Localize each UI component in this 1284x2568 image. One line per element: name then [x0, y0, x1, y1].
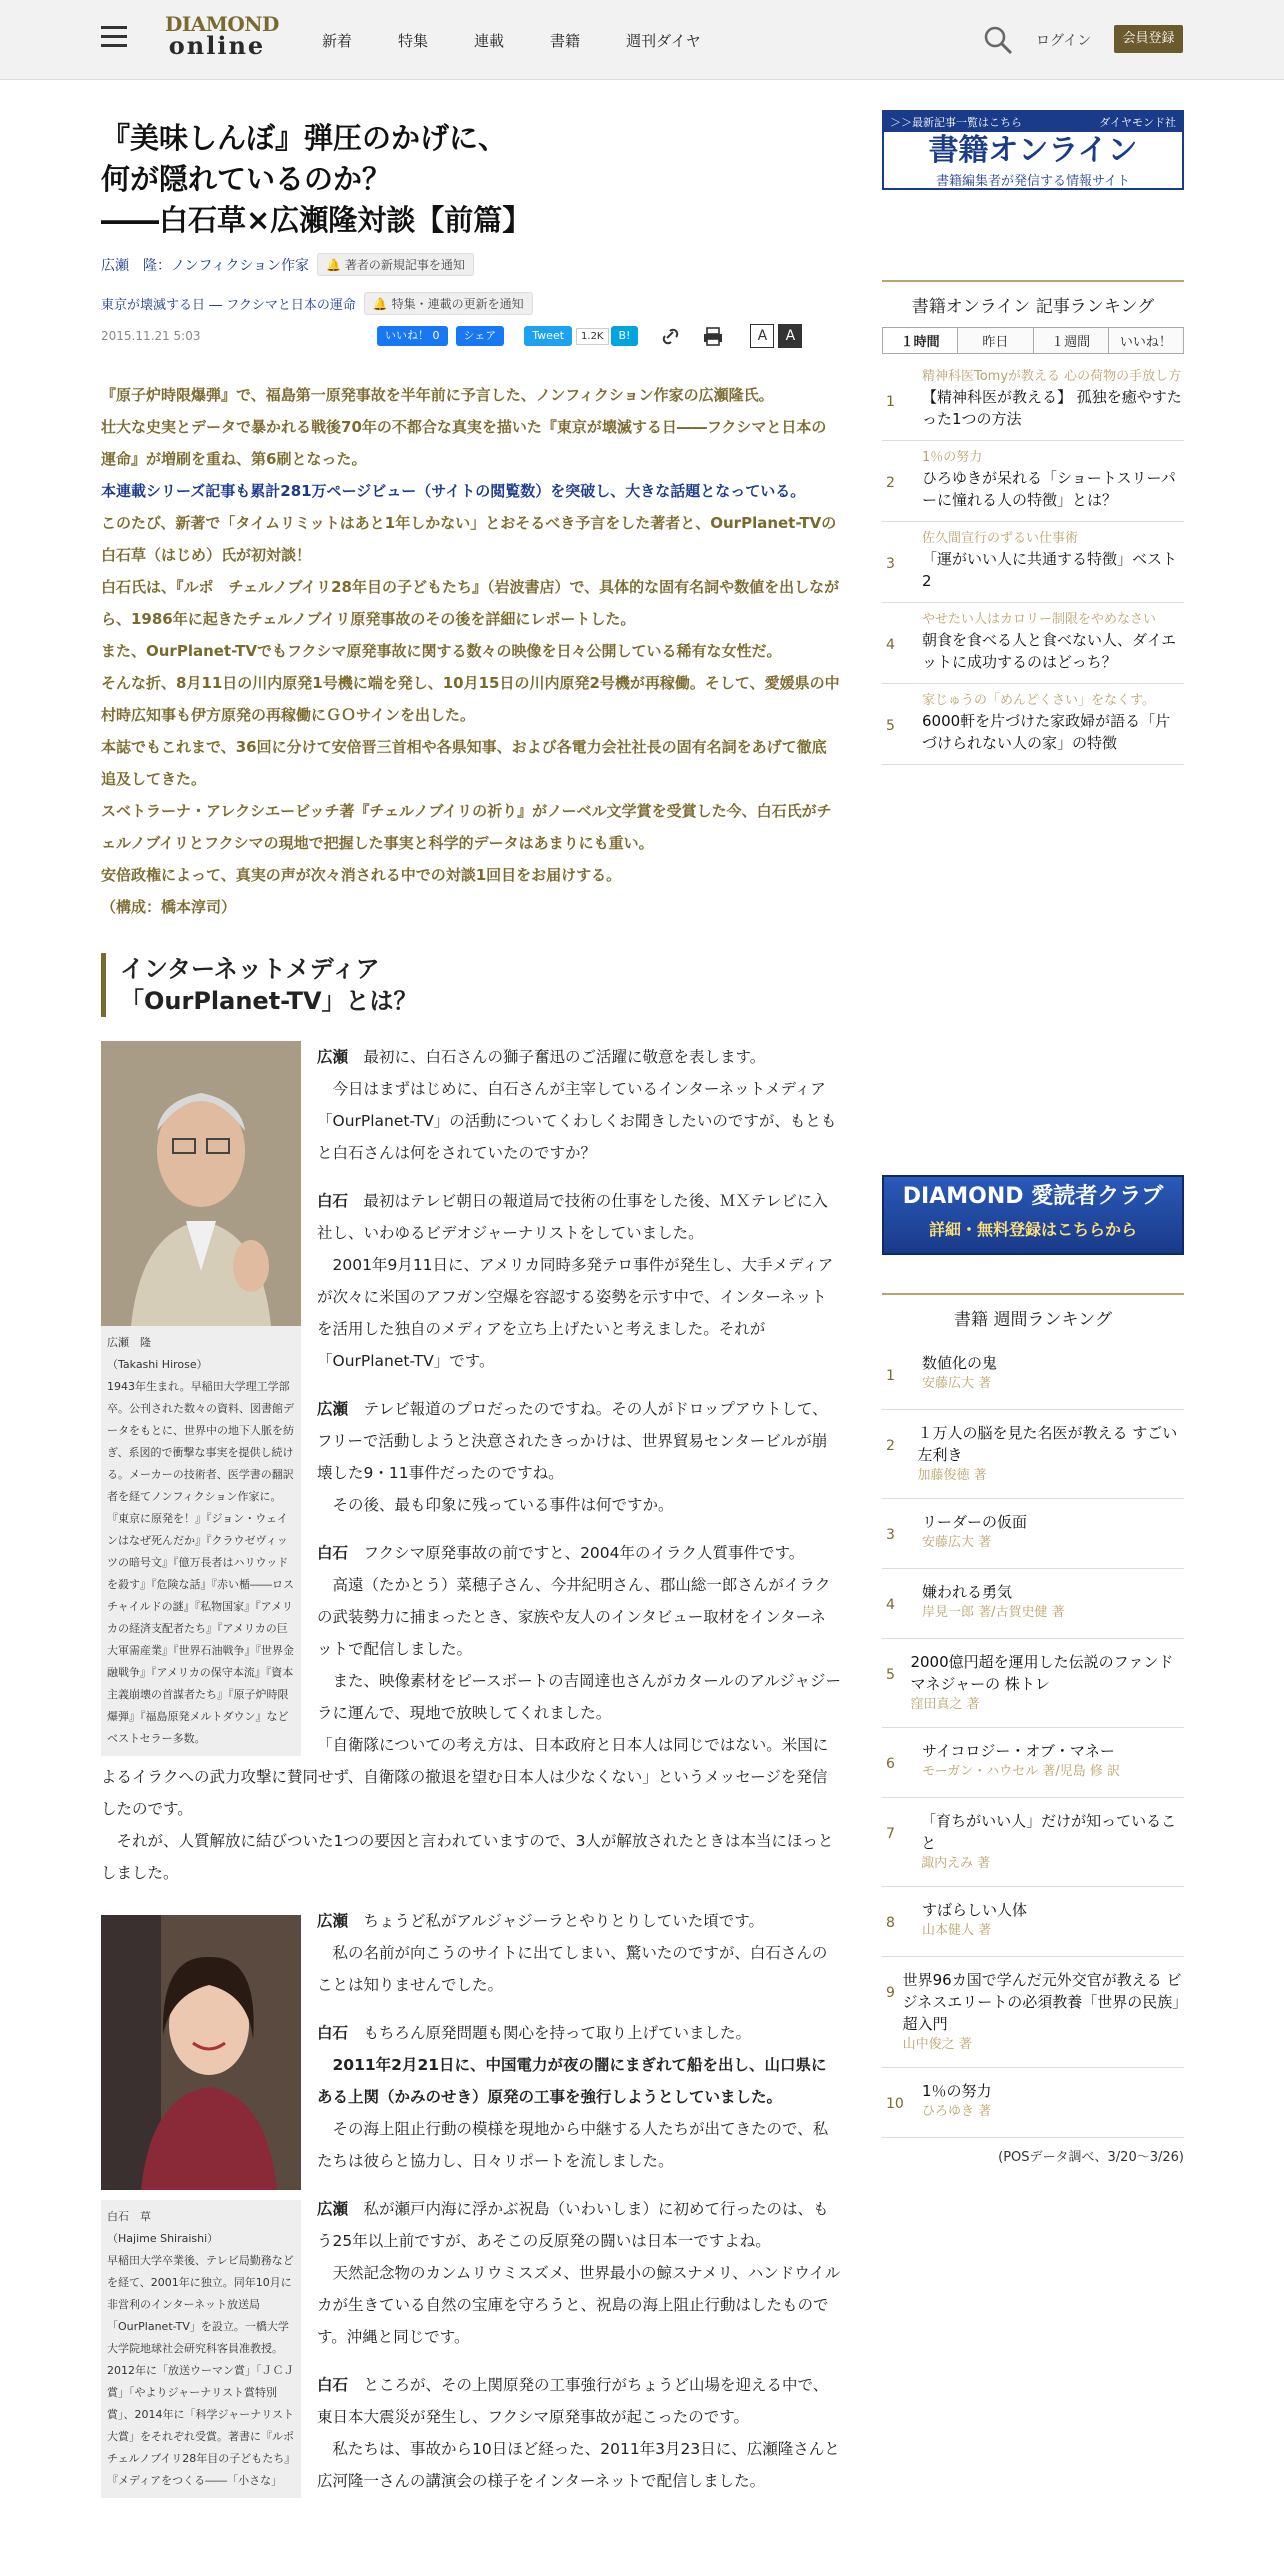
club-banner-title: DIAMOND 愛読者クラブ [902, 1184, 1164, 1209]
menu-icon[interactable] [101, 26, 127, 48]
font-large-button[interactable]: A [778, 324, 802, 348]
book-item[interactable]: 7 「育ちがいい人」だけが知っていること 諏内えみ 著 [882, 1798, 1184, 1887]
series-notify-label: 特集・連載の更新を通知 [391, 297, 524, 311]
nav-item[interactable]: 週刊ダイヤ [626, 32, 701, 50]
club-banner-subtitle: 詳細・無料登録はこちらから [928, 1220, 1137, 1239]
author-notify-button[interactable] [317, 253, 474, 276]
banner-title: 書籍オンライン [928, 133, 1138, 168]
tweet-button[interactable]: Tweet [524, 326, 572, 346]
lead-paragraph: 白石氏は、『ルポ チェルノブイリ28年目の子どもたち』（岩波書店）で、具体的な固有名詞や数値を出しながら、1986年に起きたチェルノブイリ原発事故のその後を詳細にレポートした。 [101, 578, 840, 628]
link-icon[interactable] [660, 326, 682, 346]
book-item[interactable]: 4 嫌われる勇気 岸見一郎 著/古賀史健 著 [882, 1569, 1184, 1639]
lead-paragraph: このたび、新著で「タイムリミットはあと1年しかない」とおそるべき予言をした著者と、OurPlanet-TVの白石草（はじめ）氏が初対談！ [101, 514, 837, 564]
facebook-like-button[interactable]: いいね！ 0 [377, 326, 448, 346]
author-notify-label: 著者の新規記事を通知 [344, 258, 465, 272]
article-lead [101, 379, 841, 923]
photo-caption [101, 2200, 301, 2498]
book-item[interactable]: 10 1％の努力 ひろゆき 著 [882, 2068, 1184, 2138]
lead-paragraph: また、OurPlanet-TVでもフクシマ原発事故に関する数々の映像を日々公開している稀有な女性だ。 [101, 642, 782, 660]
nav-item[interactable]: 新着 [322, 32, 353, 50]
tab-yesterday[interactable]: 昨日 [958, 328, 1033, 353]
site-logo[interactable] [165, 12, 279, 60]
dialog-paragraph: 広瀬 テレビ報道のプロだったのですね。その人がドロップアウトして、フリーで活動しようと決意されたきっかけは、世界貿易センタービルが崩壊した9・11事件だったのですね。 その後、最も印象に残っている事件は何ですか。 [317, 1400, 828, 1514]
lead-paragraph: スベトラーナ・アレクシエービッチ著『チェルノブイリの祈り』がノーベル文学賞を受賞した今、白石氏がチェルノブイリとフクシマの現地で把握した事実と科学的データはあまりにも重い。 [101, 802, 832, 852]
facebook-share-button[interactable]: シェア [456, 326, 505, 346]
ranking-tabs [882, 327, 1184, 354]
weekly-ranking-list [882, 1340, 1184, 2138]
banner-subtitle: 書籍編集者が発信する情報サイト [935, 174, 1131, 189]
publish-date: 2015.11.21 5:03 [101, 329, 201, 343]
main-nav [322, 30, 747, 51]
ranking-list [882, 360, 1184, 765]
author-photo-shiraishi [101, 1915, 301, 2498]
dialog-paragraph: 白石 フクシマ原発事故の前ですと、2004年のイラク人質事件です。 高遠（たかとう）菜穂子さん、今井紀明さん、郡山総一郎さんがイラクの武装勢力に捕まったとき、家族や友人のインタビュー取材をインターネットで配信しました。 また、映像素材をピースボートの吉岡達也さんがカタールのアルジャジーラに運んで、現地で放映してくれました。 「自衛隊についての考え方は、日本政府と日本人は同じではない。米国によるイラクへの武力攻撃に賛同せず、自衛隊の撤退を望む日本人は少なくない」というメッセージを発信したのです。 それが、人質解放に結びついた1つの要因と言われていますので、3人が解放されたときは本当にほっとしました。 [101, 1544, 841, 1882]
portrait-image [101, 1915, 301, 2200]
dialog-paragraph: 白石 最初はテレビ朝日の報道局で技術の仕事をした後、ＭＸテレビに入社し、いわゆるビデオジャーナリストをしていました。 2001年9月11日に、アメリカ同時多発テロ事件が発生し、大手メディアが次々に米国のアフガン空爆を容認する姿勢を示す中で、インターネットを活用した独自のメディアを立ち上げたいと考えました。それが「OurPlanet-TV」です。 [317, 1192, 834, 1370]
caption-bio: 早稲田大学卒業後、テレビ局勤務などを経て、2001年に独立。同年10月に非営利のインターネット放送局「OurPlanet-TV」を設立。一橋大学大学院地球社会研究科客員准教授。2012年に「放送ウーマン賞」「ＪＣＪ賞」「やよりジャーナリスト賞特別賞」、2014年に「科学ジャーナリスト大賞」をそれぞれ受賞。著書に『ルポ チェルノブイリ28年目の子どもたち』『メディアをつくる――「小さな」 [107, 2254, 295, 2487]
article [101, 118, 841, 2513]
caption-name: 白石 草 [107, 2210, 151, 2223]
weekly-ranking-title: 書籍 週間ランキング [882, 1293, 1184, 1340]
dialog-paragraph: 広瀬 私が瀬戸内海に浮かぶ祝島（いわいしま）に初めて行ったのは、もう25年以上前ですが、あそこの反原発の闘いは日本一ですよね。 天然記念物のカンムリウミスズメ、世界最小の鯨スナメリ、ハンドウイルカが生きている自然の宝庫を守ろうと、祝島の海上阻止行動はしたものです。沖縄と同じです。 [317, 2200, 841, 2346]
author-link[interactable]: 広瀬 隆：ノンフィクション作家 [101, 257, 310, 274]
tab-hour[interactable]: １時間 [883, 328, 958, 353]
search-icon[interactable] [982, 24, 1014, 56]
tab-likes[interactable]: いいね！ [1109, 328, 1183, 353]
ranking-item[interactable]: 5 家じゅうの「めんどくさい」をなくす。 6000軒を片づけた家政婦が語る「片づけられない人の家」の特徴 [882, 684, 1184, 765]
book-item[interactable]: 5 2000億円超を運用した伝説のファンドマネジャーの 株トレ 窪田真之 著 [882, 1639, 1184, 1728]
site-header [0, 0, 1284, 80]
book-item[interactable]: 1 数値化の鬼 安藤広大 著 [882, 1340, 1184, 1410]
lead-paragraph: 本連載シリーズ記事も累計281万ページビュー（サイトの閲覧数）を突破し、大きな話題となっている。 [101, 482, 806, 500]
logo-bottom: online [168, 31, 266, 60]
author-line [101, 253, 841, 276]
sidebar [882, 110, 1184, 2165]
article-body [101, 1041, 841, 2497]
book-item[interactable]: 8 すばらしい人体 山本健人 著 [882, 1887, 1184, 1957]
portrait-image [101, 1041, 301, 1326]
article-title: 『美味しんぼ』弾圧のかげに、 何が隠れているのか？ ――白石草×広瀬隆対談【前篇】 [101, 121, 532, 237]
date-share-row [101, 323, 841, 349]
book-item[interactable]: 9 世界96カ国で学んだ元外交官が教える ビジネスエリートの必須教養「世界の民族」超入門 山中俊之 著 [882, 1957, 1184, 2068]
ranking-item[interactable]: 2 1％の努力 ひろゆきが呆れる「ショートスリーパーに憧れる人の特徴」とは？ [882, 441, 1184, 522]
banner-brand: ダイヤモンド社 [1099, 116, 1176, 129]
series-notify-button[interactable] [364, 292, 533, 315]
section-heading: インターネットメディア 「OurPlanet-TV」とは？ [101, 953, 841, 1017]
photo-caption [101, 1326, 301, 1756]
bell-icon: 🔔 [372, 297, 388, 311]
caption-bio: 1943年生まれ。早稲田大学理工学部卒。公刊された数々の資料、図書館データをもとに、世界中の地下人脈を紡ぎ、系図的で衝撃な事実を提供し続ける。メーカーの技術者、医学書の翻訳者を経てノンフィクション作家に。『東京に原発を！』『ジョン・ウェインはなぜ死んだか』『クラウゼヴィッツの暗号文』『億万長者はハリウッドを殺す』『危険な話』『赤い楯――ロスチャイルドの謎』『私物国家』『アメリカの経済支配者たち』『アメリカの巨大軍需産業』『世界石油戦争』『世界金融戦争』『アメリカの保守本流』『資本主義崩壊の首謀者たち』『原子炉時限爆弾』『福島原発メルトダウン』などベストセラー多数。 [107, 1380, 294, 1745]
nav-item[interactable]: 特集 [398, 32, 429, 50]
series-line [101, 292, 841, 315]
bell-icon: 🔔 [326, 258, 341, 272]
weekly-ranking-note: (POSデータ調べ、3/20～3/26) [998, 2150, 1184, 2165]
dialog-paragraph: 広瀬 最初に、白石さんの獅子奮迅のご活躍に敬意を表します。 今日はまずはじめに、白石さんが主宰しているインターネットメディア「OurPlanet-TV」の活動についてくわしくお聞きしたいのですが、もともと白石さんは何をされていたのですか？ [317, 1048, 837, 1162]
club-banner[interactable] [882, 1175, 1184, 1255]
book-item[interactable]: 6 サイコロジー・オブ・マネー モーガン・ハウセル 著/児島 修 訳 [882, 1728, 1184, 1798]
caption-name: 広瀬 隆 [107, 1336, 151, 1349]
tab-week[interactable]: １週間 [1034, 328, 1109, 353]
lead-paragraph: そんな折、8月11日の川内原発1号機に端を発し、10月15日の川内原発2号機が再稼働。そして、愛媛県の中村時広知事も伊方原発の再稼働にＧＯサインを出した。 [101, 674, 840, 724]
nav-item[interactable]: 連載 [474, 32, 505, 50]
series-link[interactable]: 東京が壊滅する日 ― フクシマと日本の運命 [101, 298, 356, 313]
banner-top-text: ＞＞最新記事一覧はこちら [890, 116, 1022, 129]
ranking-title: 書籍オンライン 記事ランキング [882, 280, 1184, 327]
hatena-count: 1.2K [576, 328, 608, 345]
login-link[interactable]: ログイン [1036, 33, 1092, 49]
ranking-item[interactable]: 4 やせたい人はカロリー制限をやめなさい 朝食を食べる人と食べない人、ダイエットに成功するのはどっち？ [882, 603, 1184, 684]
ranking-item[interactable]: 1 精神科医Tomyが教える 心の荷物の手放し方 【精神科医が教える】 孤独を癒やすたった1つの方法 [882, 360, 1184, 441]
lead-paragraph: 『原子炉時限爆弾』で、福島第一原発事故を半年前に予言した、ノンフィクション作家の広瀬隆氏。 [101, 386, 774, 404]
dialog-paragraph: 白石 ところが、その上関原発の工事強行がちょうど山場を迎える中で、東日本大震災が発生し、フクシマ原発事故が起こったのです。 私たちは、事故から10日ほど経った、2011年3月23日に、広瀬隆さんと広河隆一さんの講演会の様子をインターネットで配信しました。 [317, 2376, 840, 2490]
font-small-button[interactable]: A [750, 324, 774, 348]
logo-top: DIAMOND [165, 12, 279, 36]
dialog-paragraph: 広瀬 ちょうど私がアルジャジーラとやりとりしていた頃です。 私の名前が向こうのサイトに出てしまい、驚いたのですが、白石さんのことは知りませんでした。 [317, 1912, 828, 1994]
lead-paragraph: 壮大な史実とデータで暴かれる戦後70年の不都合な真実を描いた『東京が壊滅する日――フクシマと日本の運命』が増刷を重ね、第6刷となった。 [101, 418, 827, 468]
dialog-paragraph: 白石 もちろん原発問題も関心を持って取り上げていました。 2011年2月21日に、中国電力が夜の闇にまぎれて船を出し、山口県にある上関（かみのせき）原発の工事を強行しようとしていました。 その海上阻止行動の模様を現地から中継する人たちが出てきたので、私たちは彼らと協力し、日々リポートを流しました。 [317, 2024, 829, 2170]
caption-roman: （Takashi Hirose） [107, 1358, 208, 1371]
book-item[interactable]: 3 リーダーの仮面 安藤広大 著 [882, 1499, 1184, 1569]
books-online-banner[interactable] [882, 110, 1184, 190]
nav-item[interactable]: 書籍 [550, 32, 581, 50]
lead-paragraph: （構成：橋本淳司） [101, 898, 237, 916]
lead-paragraph: 本誌でもこれまで、36回に分けて安倍晋三首相や各県知事、および各電力会社社長の固有名詞をあげて徹底追及してきた。 [101, 738, 827, 788]
hatena-button[interactable]: B! [611, 326, 639, 346]
book-item[interactable]: 2 １万人の脳を見た名医が教える すごい左利き 加藤俊徳 著 [882, 1410, 1184, 1499]
print-icon[interactable] [702, 326, 724, 346]
ranking-item[interactable]: 3 佐久間宣行のずるい仕事術 「運がいい人に共通する特徴」ベスト2 [882, 522, 1184, 603]
caption-roman: （Hajime Shiraishi） [107, 2232, 219, 2245]
author-photo-hirose [101, 1041, 301, 1756]
lead-paragraph: 安倍政権によって、真実の声が次々消される中での対談1回目をお届けする。 [101, 866, 622, 884]
register-button[interactable]: 会員登録 [1114, 25, 1183, 53]
